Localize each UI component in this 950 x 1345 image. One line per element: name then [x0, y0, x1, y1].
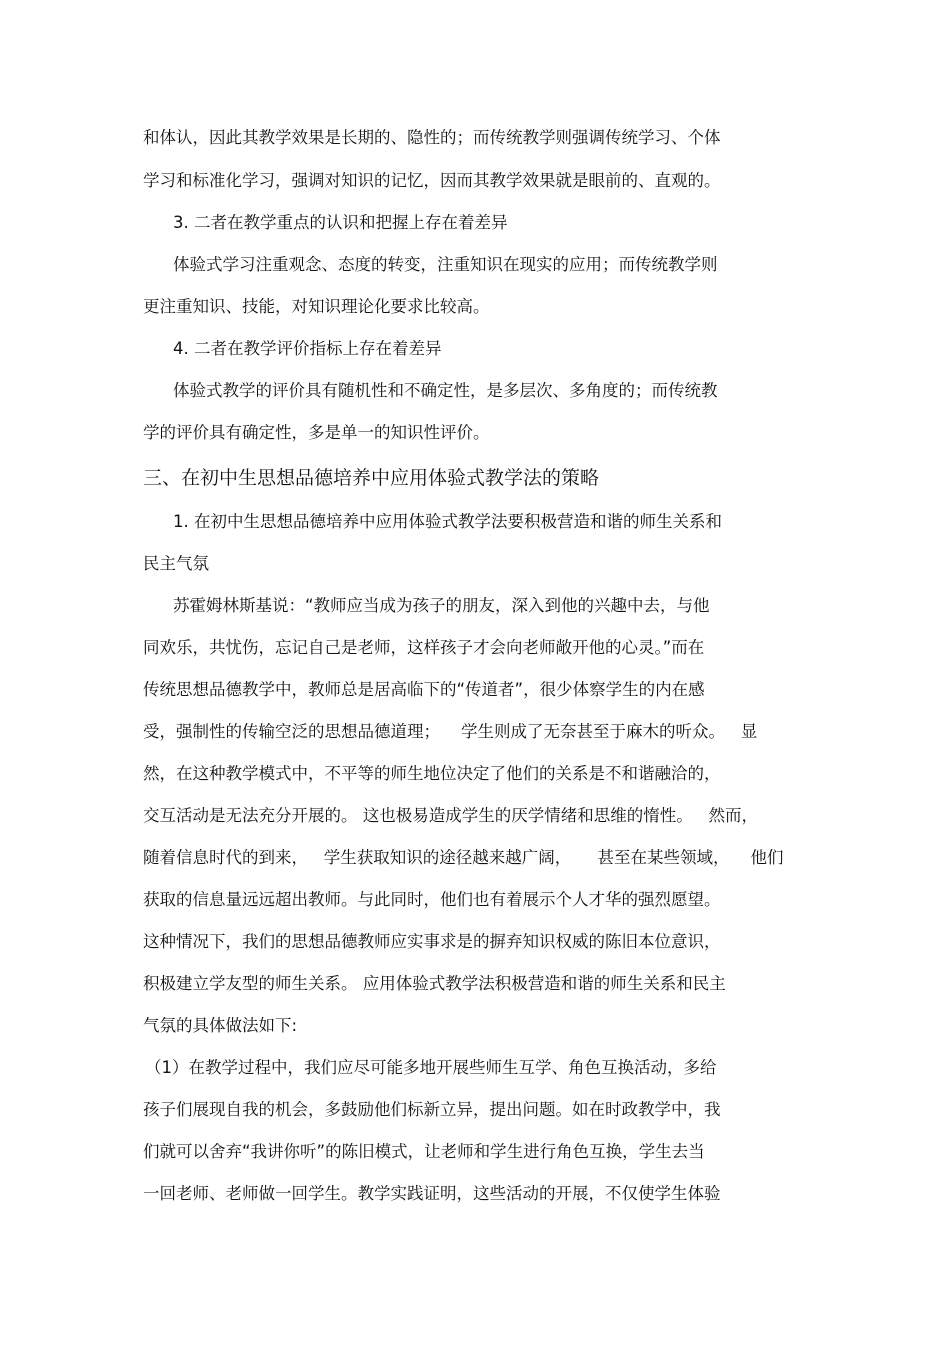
text-line: 更注重知识、技能，对知识理论化要求比较高。 — [143, 297, 490, 316]
text-line: 然，在这种教学模式中，不平等的师生地位决定了他们的关系是不和谐融洽的， — [143, 764, 721, 783]
subheading: 4. 二者在教学评价指标上存在着差异 — [173, 339, 442, 358]
subheading: 1. 在初中生思想品德培养中应用体验式教学法要积极营造和谐的师生关系和 — [173, 512, 722, 531]
section-heading: 三、在初中生思想品德培养中应用体验式教学法的策略 — [143, 467, 600, 489]
text-line: 传统思想品德教学中，教师总是居高临下的“传道者”，很少体察学生的内在感 — [143, 680, 705, 699]
text-line: 苏霍姆林斯基说：“教师应当成为孩子的朋友，深入到他的兴趣中去，与他 — [173, 596, 710, 615]
text-line: 获取的信息量远远超出教师。与此同时，他们也有着展示个人才华的强烈愿望。 — [143, 890, 721, 909]
text-line: 交互活动是无法充分开展的。 这也极易造成学生的厌学情绪和思维的惰性。 然而， — [143, 806, 758, 825]
text-line: 一回老师、老师做一回学生。教学实践证明，这些活动的开展，不仅使学生体验 — [143, 1184, 721, 1203]
text-line: 积极建立学友型的师生关系。 应用体验式教学法积极营造和谐的师生关系和民主 — [143, 974, 726, 993]
text-line: 学习和标准化学习，强调对知识的记忆，因而其教学效果就是眼前的、直观的。 — [143, 171, 721, 190]
text-line: 这种情况下，我们的思想品德教师应实事求是的摒弃知识权威的陈旧本位意识， — [143, 932, 721, 951]
text-line: 随着信息时代的到来， 学生获取知识的途径越来越广阔， 甚至在某些领域， 他们 — [143, 848, 784, 867]
subheading: 民主气氛 — [143, 554, 209, 573]
text-line: 学的评价具有确定性，多是单一的知识性评价。 — [143, 423, 490, 442]
text-line: 气氛的具体做法如下: — [143, 1016, 298, 1035]
text-line: 孩子们展现自我的机会，多鼓励他们标新立异，提出问题。如在时政教学中，我 — [143, 1100, 721, 1119]
text-line: 和体认，因此其教学效果是长期的、隐性的；而传统教学则强调传统学习、个体 — [143, 128, 721, 147]
text-line: （1）在教学过程中，我们应尽可能多地开展些师生互学、角色互换活动，多给 — [145, 1058, 717, 1077]
text-line: 体验式学习注重观念、态度的转变，注重知识在现实的应用；而传统教学则 — [173, 255, 718, 274]
text-line: 们就可以舍弃“我讲你听”的陈旧模式，让老师和学生进行角色互换，学生去当 — [143, 1142, 705, 1161]
text-line: 体验式教学的评价具有随机性和不确定性，是多层次、多角度的；而传统教 — [173, 381, 718, 400]
text-line: 同欢乐，共忧伤，忘记自己是老师，这样孩子才会向老师敞开他的心灵。”而在 — [143, 638, 705, 657]
text-line: 受，强制性的传输空泛的思想品德道理； 学生则成了无奈甚至于麻木的听众。 显 — [143, 722, 758, 741]
subheading: 3. 二者在教学重点的认识和把握上存在着差异 — [173, 213, 508, 232]
